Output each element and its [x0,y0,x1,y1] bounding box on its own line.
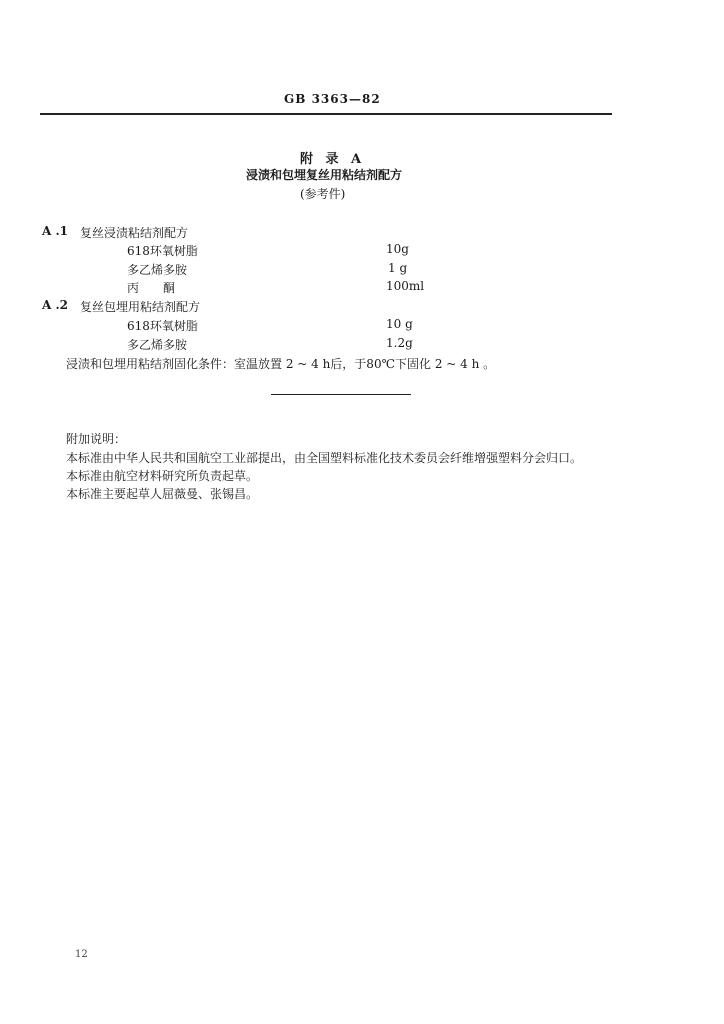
appendix-subtitle: 浸渍和包埋复丝用粘结剂配方 [246,168,403,182]
appendix-title: 附 录 A [300,152,366,167]
section-divider [271,394,411,395]
curing-conditions: 浸渍和包埋用粘结剂固化条件：室温放置 2 ~ 4 h后，于80℃下固化 2 ~ 4 h 。 [66,357,496,371]
page-number: 12 [75,949,88,960]
appendix-note: (参考件) [300,187,346,201]
additional-note-line: 本标准由航空材料研究所负责起草。 [66,469,259,483]
ingredient-name: 618环氧树脂 [127,319,198,333]
ingredient-name: 多乙烯多胺 [127,263,188,277]
ingredient-quantity: 1 g [388,261,408,275]
ingredient-name: 多乙烯多胺 [127,338,188,352]
standard-code: GB 3363—82 [284,92,381,106]
ingredient-quantity: 1.2g [386,336,413,350]
ingredient-quantity: 10g [386,242,409,256]
section-number: A .2 [42,298,69,312]
ingredient-quantity: 100ml [386,279,425,293]
section-title: 复丝包埋用粘结剂配方 [80,300,201,314]
additional-note-line: 本标准主要起草人屈薇曼、张锡昌。 [66,487,259,501]
ingredient-name: 丙 酮 [127,281,176,295]
ingredient-name: 618环氧树脂 [127,244,198,258]
additional-notes-heading: 附加说明： [66,432,127,446]
section-number: A .1 [42,224,69,238]
additional-note-line: 本标准由中华人民共和国航空工业部提出，由全国塑料标准化技术委员会纤维增强塑料分会归口。 [66,451,583,465]
section-title: 复丝浸渍粘结剂配方 [80,226,189,240]
header-rule [40,113,612,115]
ingredient-quantity: 10 g [386,317,413,331]
